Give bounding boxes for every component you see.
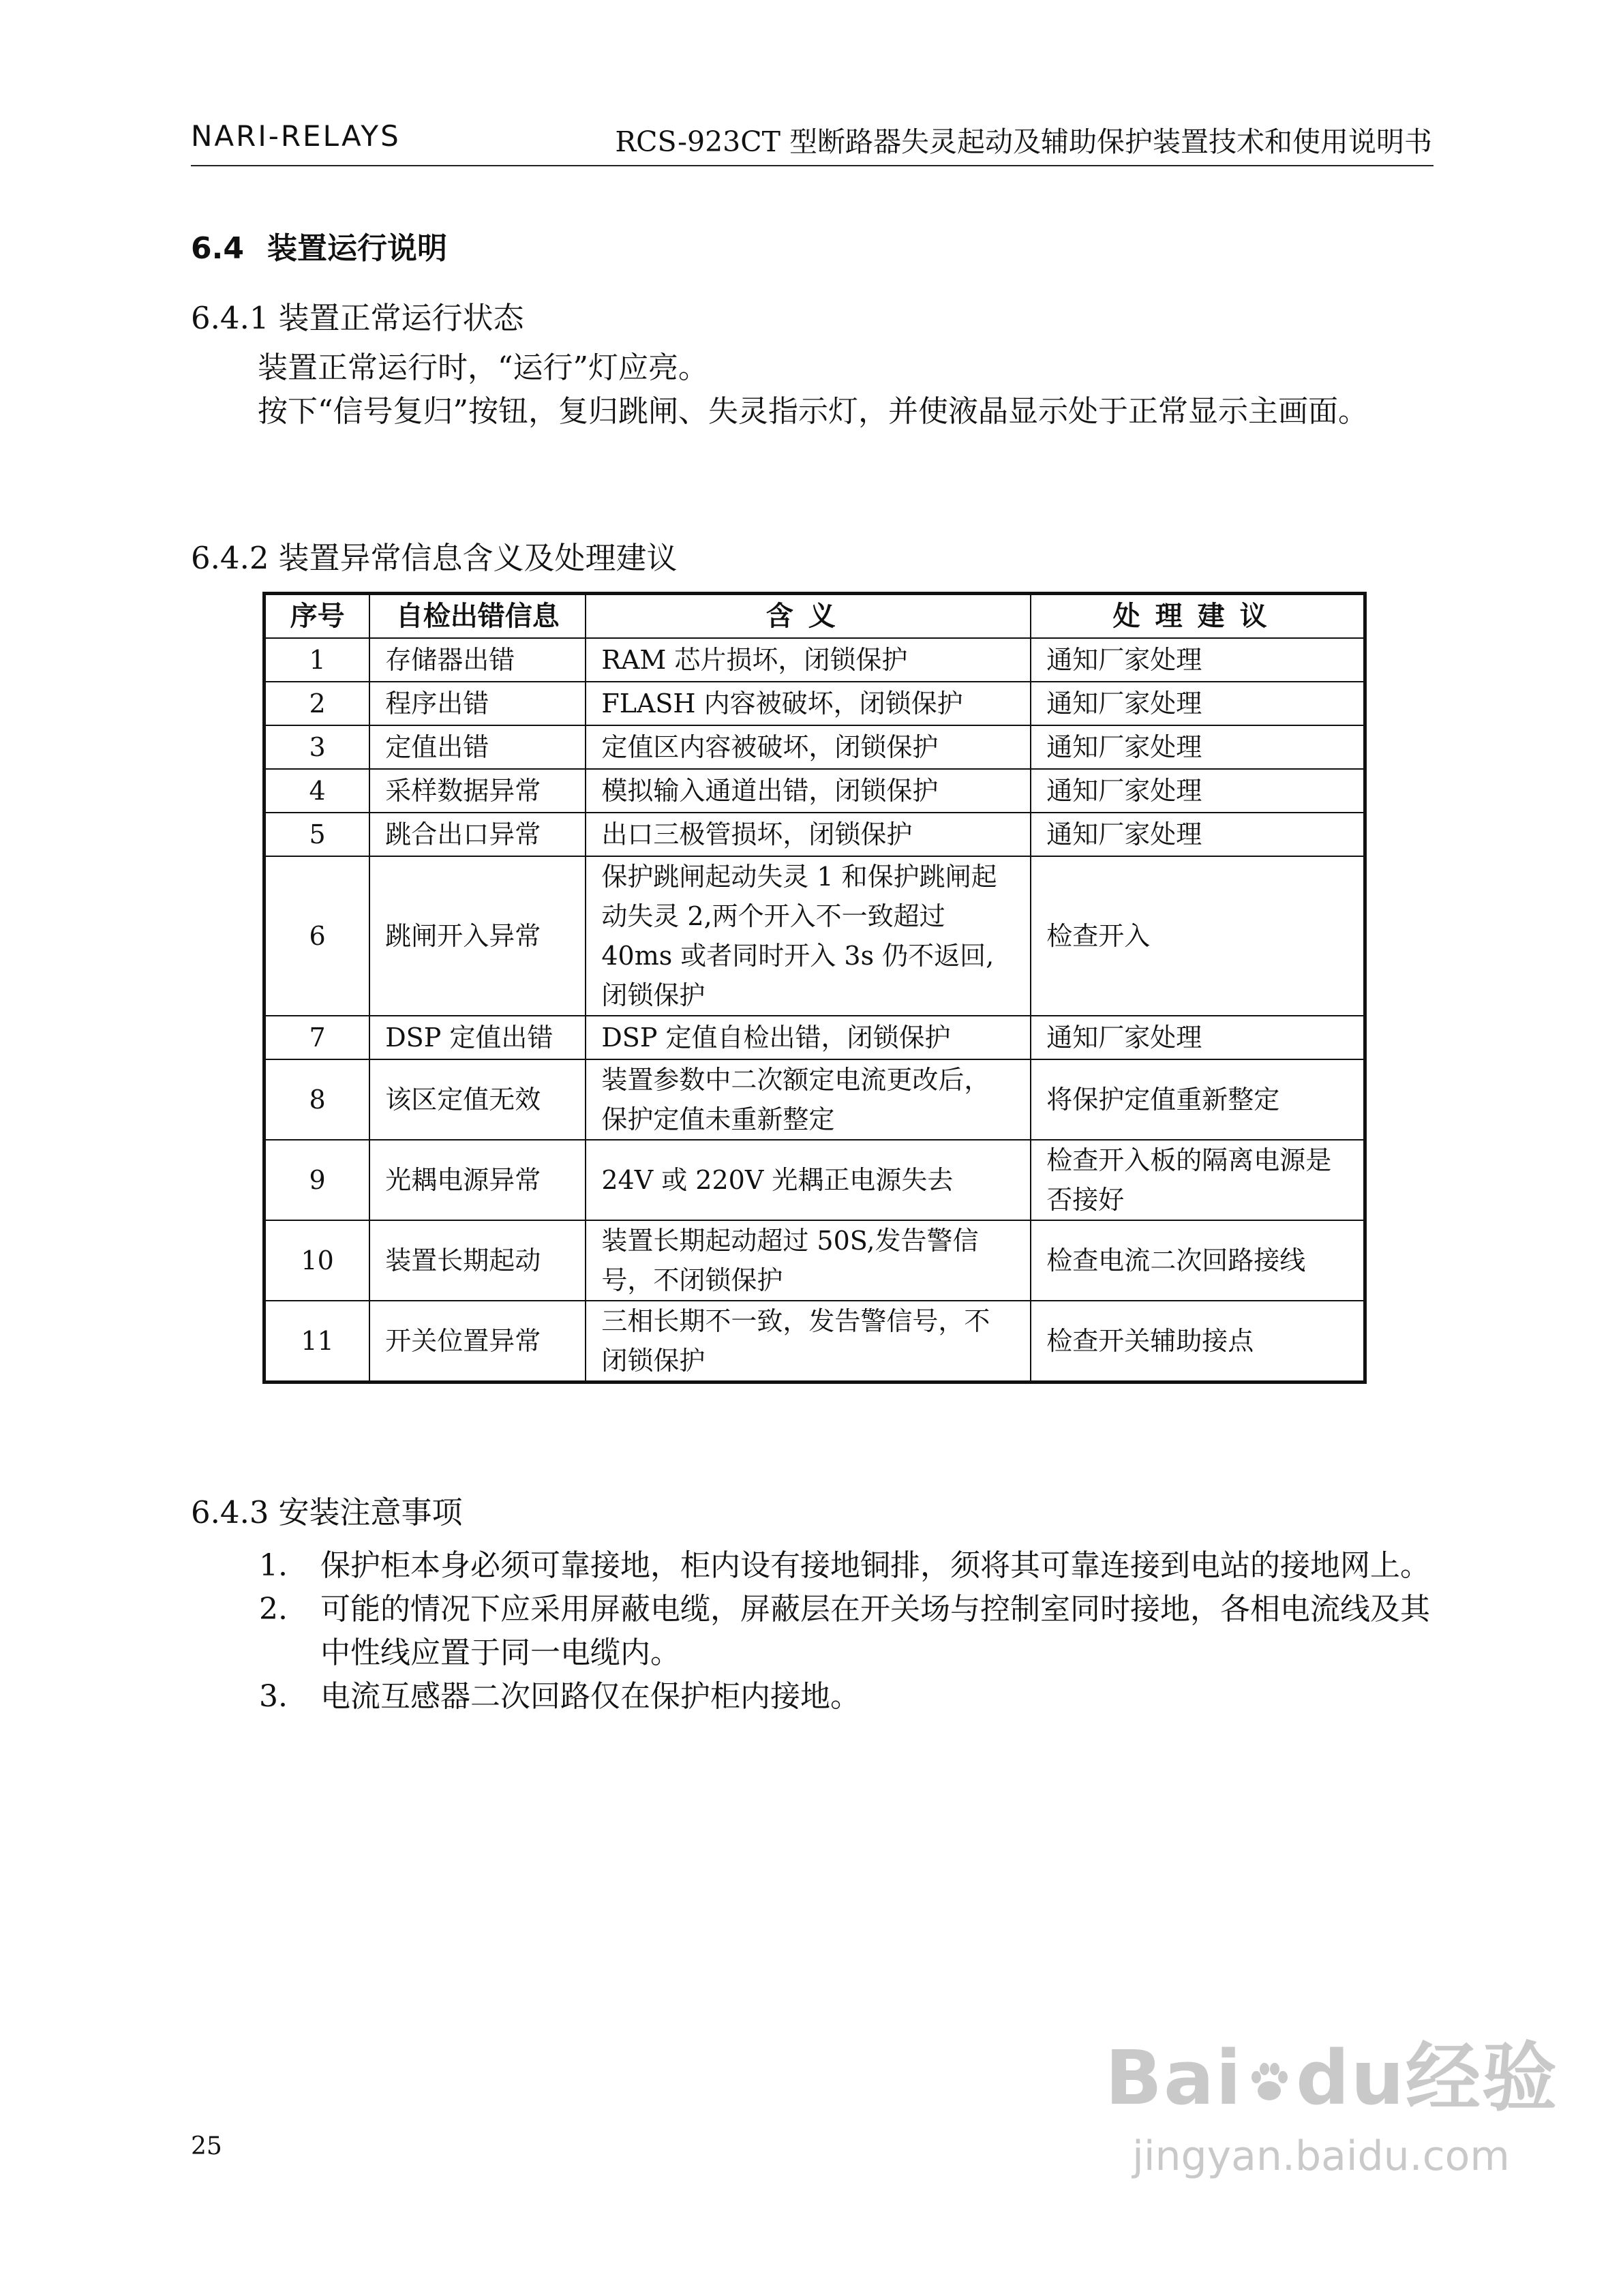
subsection-heading-641: [191, 293, 524, 337]
subsection-number: 6.4.3: [191, 1494, 269, 1530]
watermark-logo: [1105, 2018, 1558, 2126]
cell-index: 6: [264, 856, 370, 1016]
header-meaning: 含义: [586, 594, 1031, 639]
list-item: [191, 1675, 1434, 1719]
table-row: [264, 1220, 1365, 1301]
cell-index: 5: [264, 813, 370, 856]
paragraph-reset-button: 按下“信号复归”按钮，复归跳闸、失灵指示灯，并使液晶显示处于正常显示主画面。: [258, 394, 1368, 429]
cell-meaning: 保护跳闸起动失灵 1 和保护跳闸起动失灵 2,两个开入不一致超过 40ms 或者同时开入 3s 仍不返回,闭锁保护: [586, 856, 1031, 1016]
cell-meaning: 三相长期不一致，发告警信号，不闭锁保护: [586, 1301, 1031, 1383]
cell-meaning: 定值区内容被破坏，闭锁保护: [586, 725, 1031, 769]
cell-advice: 检查开入板的隔离电源是否接好: [1031, 1140, 1365, 1220]
cell-meaning: 24V 或 220V 光耦正电源失去: [586, 1140, 1031, 1220]
watermark-brand-b: du: [1295, 2034, 1406, 2121]
cell-meaning: 装置长期起动超过 50S,发告警信号，不闭锁保护: [586, 1220, 1031, 1301]
list-item-number: 3.: [259, 1679, 288, 1714]
error-info-table: [262, 592, 1367, 1384]
cell-message: 光耦电源异常: [369, 1140, 586, 1220]
cell-message: 开关位置异常: [369, 1301, 586, 1383]
table-row: [264, 856, 1365, 1016]
list-item-text: 保护柜本身必须可靠接地，柜内设有接地铜排，须将其可靠连接到电站的接地网上。: [320, 1548, 1430, 1583]
subsection-heading-643: [191, 1487, 463, 1532]
watermark-url: jingyan.baidu.com: [1132, 2132, 1510, 2180]
cell-index: 3: [264, 725, 370, 769]
table-row: [264, 769, 1365, 813]
paragraph-run-light: 装置正常运行时，“运行”灯应亮。: [258, 350, 708, 385]
list-item-number: 1.: [259, 1548, 288, 1583]
table-row: [264, 1140, 1365, 1220]
cell-message: DSP 定值出错: [369, 1016, 586, 1059]
cell-message: 该区定值无效: [369, 1059, 586, 1140]
cell-message: 存储器出错: [369, 638, 586, 682]
cell-index: 2: [264, 682, 370, 725]
cell-advice: 通知厂家处理: [1031, 682, 1365, 725]
watermark-brand-c: 经验: [1406, 2034, 1558, 2121]
cell-message: 装置长期起动: [369, 1220, 586, 1301]
cell-meaning: DSP 定值自检出错，闭锁保护: [586, 1016, 1031, 1059]
subsection-title: 装置异常信息含义及处理建议: [278, 540, 678, 576]
cell-index: 9: [264, 1140, 370, 1220]
header-advice: 处理建议: [1031, 594, 1365, 639]
cell-advice: 通知厂家处理: [1031, 725, 1365, 769]
table-row: [264, 725, 1365, 769]
cell-advice: 通知厂家处理: [1031, 813, 1365, 856]
cell-advice: 通知厂家处理: [1031, 638, 1365, 682]
cell-meaning: RAM 芯片损坏，闭锁保护: [586, 638, 1031, 682]
subsection-number: 6.4.2: [191, 540, 269, 576]
cell-message: 跳合出口异常: [369, 813, 586, 856]
table-row: [264, 1016, 1365, 1059]
subsection-title: 装置正常运行状态: [278, 300, 524, 336]
header-divider: [191, 165, 1434, 166]
cell-message: 定值出错: [369, 725, 586, 769]
paw-icon: [1245, 2059, 1293, 2107]
cell-advice: 检查电流二次回路接线: [1031, 1220, 1365, 1301]
table-header-row: [264, 594, 1365, 639]
list-item-text: 电流互感器二次回路仅在保护柜内接地。: [320, 1679, 860, 1714]
cell-meaning: FLASH 内容被破坏，闭锁保护: [586, 682, 1031, 725]
table-row: [264, 1301, 1365, 1383]
cell-message: 跳闸开入异常: [369, 856, 586, 1016]
table-row: [264, 682, 1365, 725]
subsection-heading-642: [191, 533, 678, 577]
subsection-title: 安装注意事项: [278, 1494, 463, 1530]
baidu-jingyan-watermark: [1105, 2018, 1558, 2180]
cell-advice: 通知厂家处理: [1031, 769, 1365, 813]
cell-index: 1: [264, 638, 370, 682]
header-message: 自检出错信息: [369, 594, 586, 639]
subsection-number: 6.4.1: [191, 300, 269, 336]
cell-advice: 检查开关辅助接点: [1031, 1301, 1365, 1383]
cell-meaning: 模拟输入通道出错，闭锁保护: [586, 769, 1031, 813]
section-title: 装置运行说明: [267, 231, 447, 266]
cell-meaning: 出口三极管损坏，闭锁保护: [586, 813, 1031, 856]
cell-index: 11: [264, 1301, 370, 1383]
cell-index: 10: [264, 1220, 370, 1301]
cell-advice: 通知厂家处理: [1031, 1016, 1365, 1059]
list-item: [191, 1588, 1434, 1675]
list-item-text: 可能的情况下应采用屏蔽电缆，屏蔽层在开关场与控制室同时接地，各相电流线及其中性线应置于同一电缆内。: [320, 1592, 1430, 1670]
list-item: [191, 1544, 1434, 1588]
list-item-number: 2.: [259, 1592, 288, 1627]
cell-advice: 将保护定值重新整定: [1031, 1059, 1365, 1140]
section-number: 6.4: [191, 231, 244, 266]
table-row: [264, 1059, 1365, 1140]
table-row: [264, 638, 1365, 682]
cell-message: 程序出错: [369, 682, 586, 725]
header-index: 序号: [264, 594, 370, 639]
installation-notes-list: [191, 1544, 1434, 1719]
cell-index: 4: [264, 769, 370, 813]
section-heading: [191, 224, 447, 267]
cell-message: 采样数据异常: [369, 769, 586, 813]
table-row: [264, 813, 1365, 856]
cell-meaning: 装置参数中二次额定电流更改后，保护定值未重新整定: [586, 1059, 1031, 1140]
header-brand: NARI-RELAYS: [191, 119, 401, 153]
cell-advice: 检查开入: [1031, 856, 1365, 1016]
watermark-brand-a: Bai: [1105, 2034, 1243, 2121]
header-document-title: RCS-923CT 型断路器失灵起动及辅助保护装置技术和使用说明书: [615, 125, 1432, 158]
cell-index: 7: [264, 1016, 370, 1059]
page-number: 25: [191, 2132, 222, 2160]
cell-index: 8: [264, 1059, 370, 1140]
